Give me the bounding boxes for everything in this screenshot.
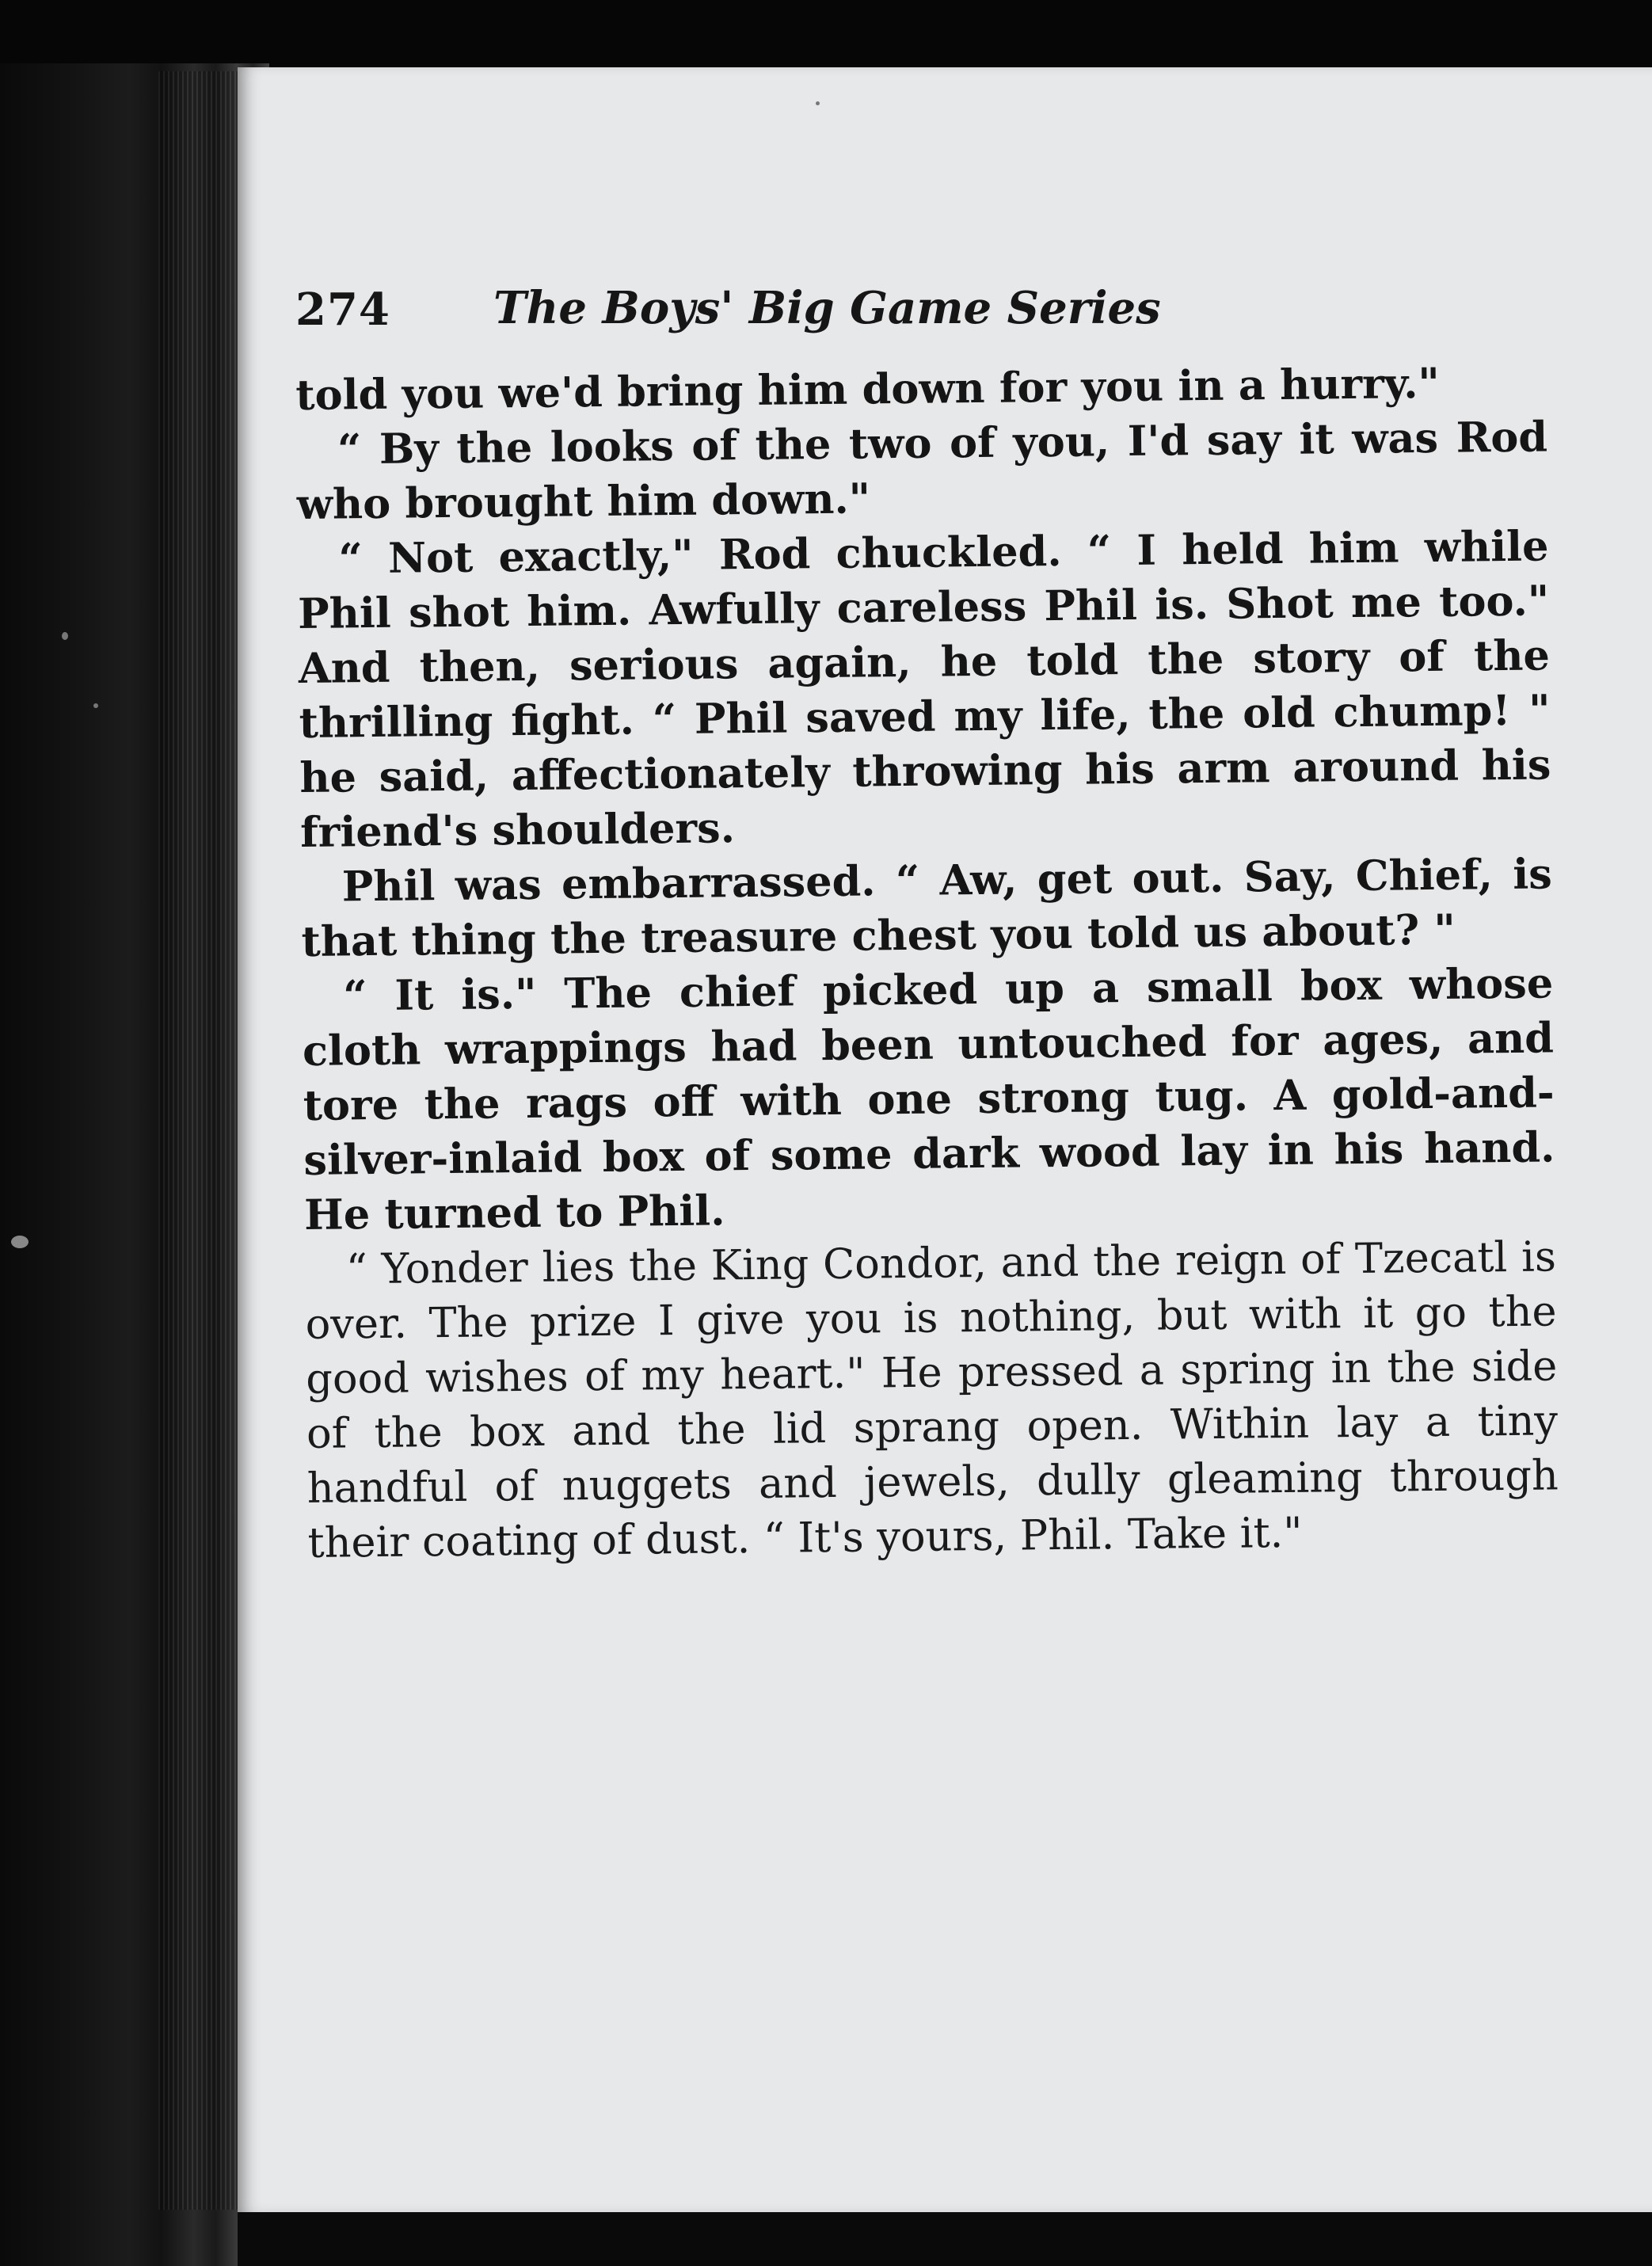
- scan-speck: [62, 632, 68, 640]
- scan-speck: [816, 101, 820, 105]
- page-header: [295, 30, 1547, 336]
- paragraph: “ By the looks of the two of you, I'd say it was Rod who brought him down.": [296, 413, 1548, 529]
- paragraph: Phil was embarrassed. “ Aw, get out. Say, Chief, is that thing the treasure chest you told us about? ": [301, 850, 1553, 966]
- page-body: [295, 355, 1559, 1570]
- scan-speck: [93, 703, 98, 708]
- paragraph: “ It is." The chief picked up a small box whose cloth wrappings had been untouched for ages, and tore the rags off with one strong tug. A gold-and-silver-inlaid box of some dark wood lay in his hand. He turned to Phil.: [302, 959, 1555, 1240]
- scan-speck: [11, 1236, 29, 1248]
- paragraph: “ Yonder lies the King Condor, and the reign of Tzecatl is over. The prize I give you is nothing, but with it go the good wishes of my heart." He pressed a spring in the side of the box and the lid sprang open. Within lay a tiny handful of nuggets and jewels, dully gleaming through their coating of dust. “ It's yours, Phil. Take it.": [305, 1232, 1559, 1567]
- running-title: The Boys' Big Game Series: [493, 282, 1161, 334]
- paragraph: told you we'd bring him down for you in a hurry.": [295, 359, 1441, 420]
- scan-frame-bottom: [238, 2212, 1652, 2266]
- paragraph: “ Not exactly," Rod chuckled. “ I held him while Phil shot him. Awfully careless Phil is. Shot me too." And then, serious again, he told the story of the thrilling fight. “ Phil saved my life, the old chump! " he said, affectionately throwing his arm around his friend's shoulders.: [297, 522, 1551, 857]
- page-number: 274: [295, 284, 390, 336]
